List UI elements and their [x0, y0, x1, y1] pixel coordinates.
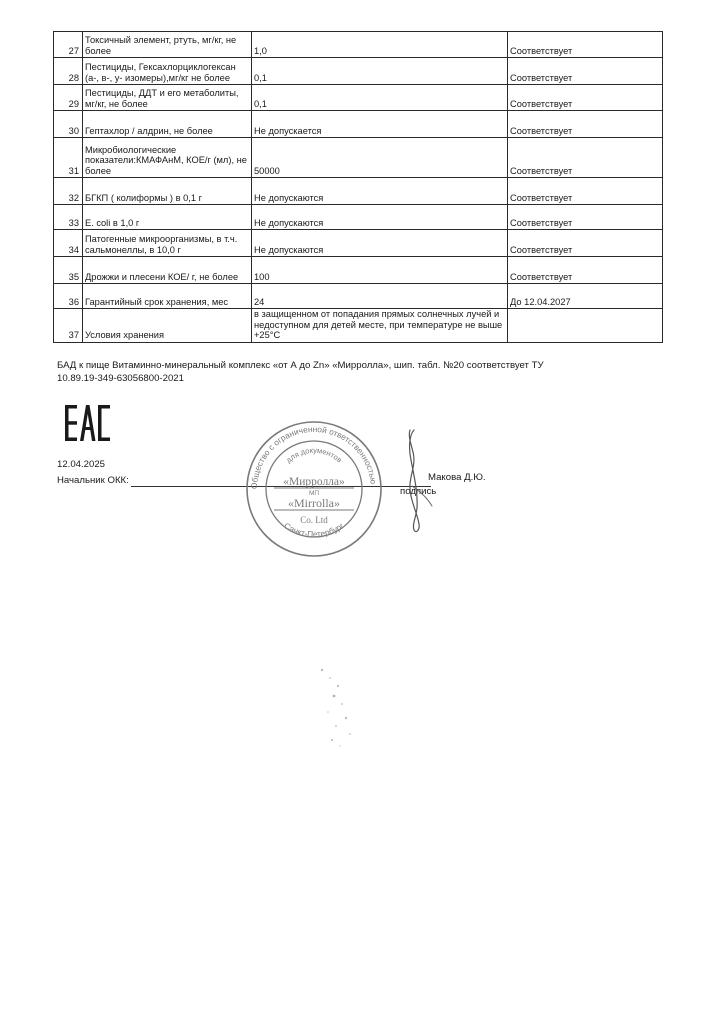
indicator-name: БГКП ( колиформы ) в 0,1 г: [83, 178, 252, 205]
norm-value: 0,1: [252, 85, 508, 111]
result-value: Соответствует: [508, 58, 663, 85]
indicator-name: Условия хранения: [83, 309, 252, 343]
indicator-name: Гептахлор / алдрин, не более: [83, 111, 252, 138]
document-date: 12.04.2025: [57, 459, 106, 470]
table-row: [54, 32, 663, 58]
result-value: Соответствует: [508, 138, 663, 178]
handwritten-signature: [398, 426, 438, 538]
result-value: Соответствует: [508, 32, 663, 58]
company-stamp: [244, 419, 384, 559]
row-number: 32: [54, 178, 83, 205]
stamp-name-en: «Mirrolla»: [288, 496, 340, 510]
row-number: 29: [54, 85, 83, 111]
indicator-name: Дрожжи и плесени КОЕ/ г, не более: [83, 257, 252, 284]
result-value: Соответствует: [508, 257, 663, 284]
indicator-name: Микробиологические показатели:КМАФАнМ, КОЕ/г (мл), не более: [83, 138, 252, 178]
stamp-inner-top: для документов: [284, 445, 344, 465]
stamp-bottom-text: Санкт-Петербург: [282, 520, 346, 540]
indicator-name: Патогенные микроорганизмы, в т.ч. сальмонеллы, в 10,0 г: [83, 230, 252, 257]
norm-value: 24: [252, 284, 508, 309]
signature-caption: подпись: [400, 486, 437, 497]
signer-name: Макова Д.Ю.: [428, 472, 486, 483]
scan-smudge: [310, 660, 370, 750]
row-number: 34: [54, 230, 83, 257]
row-number: 31: [54, 138, 83, 178]
row-number: 28: [54, 58, 83, 85]
indicator-name: Токсичный элемент, ртуть, мг/кг, не более: [83, 32, 252, 58]
table-row: [54, 205, 663, 230]
stamp-mp: МП: [308, 490, 320, 497]
table-row: [54, 309, 663, 343]
table-row: [54, 230, 663, 257]
row-number: 33: [54, 205, 83, 230]
signer-role: Начальник ОКК:: [57, 475, 129, 486]
norm-value: в защищенном от попадания прямых солнечных лучей и недоступном для детей месте, при температуре не выше +25°С: [252, 309, 508, 343]
table-row: [54, 85, 663, 111]
table-row: [54, 111, 663, 138]
norm-value: 0,1: [252, 58, 508, 85]
stamp-co: Co. Ltd: [300, 515, 328, 525]
spec-table-body: [54, 32, 663, 343]
indicator-name: Пестициды, ДДТ и его метаболиты, мг/кг, не более: [83, 85, 252, 111]
indicator-name: Гарантийный срок хранения, мес: [83, 284, 252, 309]
indicator-name: Пестициды, Гексахлорциклогексан (а-, в-, у- изомеры),мг/кг не более: [83, 58, 252, 85]
result-value: [508, 309, 663, 343]
result-value: Соответствует: [508, 230, 663, 257]
table-row: [54, 178, 663, 205]
norm-value: Не допускаются: [252, 178, 508, 205]
row-number: 30: [54, 111, 83, 138]
stamp-ring-text: Общество с ограниченной ответственностью: [248, 423, 379, 490]
row-number: 37: [54, 309, 83, 343]
row-number: 35: [54, 257, 83, 284]
result-value: До 12.04.2027: [508, 284, 663, 309]
norm-value: Не допускаются: [252, 230, 508, 257]
eac-logo: [64, 405, 112, 441]
table-row: [54, 138, 663, 178]
table-row: [54, 257, 663, 284]
conclusion-text: БАД к пище Витаминно-минеральный комплекс «от А до Zn» «Мирролла», шип. табл. №20 соответствует ТУ 10.89.19-349-63056800-2021: [57, 360, 544, 384]
indicator-name: E. coli в 1,0 г: [83, 205, 252, 230]
result-value: Соответствует: [508, 111, 663, 138]
norm-value: Не допускаются: [252, 205, 508, 230]
norm-value: 50000: [252, 138, 508, 178]
result-value: Соответствует: [508, 85, 663, 111]
row-number: 27: [54, 32, 83, 58]
norm-value: 1,0: [252, 32, 508, 58]
result-value: Соответствует: [508, 205, 663, 230]
result-value: Соответствует: [508, 178, 663, 205]
row-number: 36: [54, 284, 83, 309]
table-row: [54, 58, 663, 85]
stamp-name-ru: «Мирролла»: [283, 476, 345, 488]
spec-table: [53, 31, 663, 343]
table-row: [54, 284, 663, 309]
norm-value: 100: [252, 257, 508, 284]
norm-value: Не допускается: [252, 111, 508, 138]
